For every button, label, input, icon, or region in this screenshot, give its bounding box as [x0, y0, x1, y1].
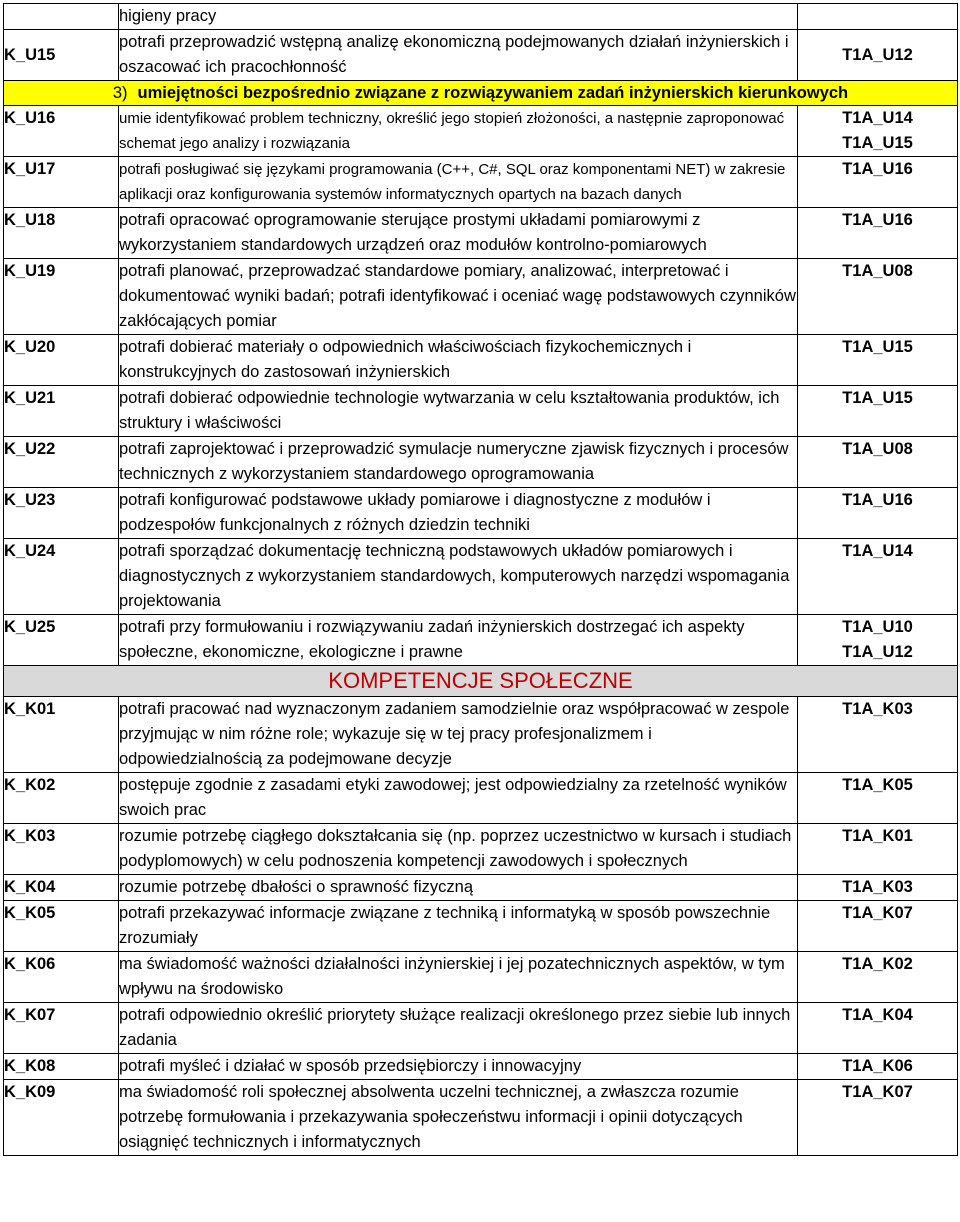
reference-code: T1A_U08 [842, 262, 913, 280]
outcome-description: umie identyfikować problem techniczny, określić jego stopień złożoności, a następnie zaproponować schemat jego analizy i rozwiązania [119, 106, 798, 157]
outcome-reference [798, 386, 958, 437]
table-row [4, 615, 958, 666]
outcome-code: K_U17 [4, 157, 119, 208]
table-row [4, 437, 958, 488]
outcome-reference [798, 259, 958, 335]
outcome-code: K_K09 [4, 1080, 119, 1156]
outcome-reference [798, 1054, 958, 1080]
outcome-code: K_K02 [4, 773, 119, 824]
outcome-code: K_U25 [4, 615, 119, 666]
outcome-description: potrafi przy formułowaniu i rozwiązywaniu zadań inżynierskich dostrzegać ich aspekty społeczne, ekonomiczne, ekologiczne i prawne [119, 615, 798, 666]
outcome-code: K_K08 [4, 1054, 119, 1080]
outcome-reference [798, 157, 958, 208]
section-number: 3) [112, 84, 128, 102]
outcome-reference [798, 901, 958, 952]
outcome-description: potrafi opracować oprogramowanie sterujące prostymi układami pomiarowymi z wykorzystaniem standardowych urządzeń oraz modułów kontrolno-pomiarowych [119, 208, 798, 259]
table-row [4, 259, 958, 335]
table-row [4, 901, 958, 952]
reference-code: T1A_K05 [842, 776, 913, 794]
outcome-description: potrafi pracować nad wyznaczonym zadaniem samodzielnie oraz współpracować w zespole przyjmując w nim różne role; wykazuje się w tej pracy profesjonalizmem i odpowiedzialnością za podejmowane decyzje [119, 697, 798, 773]
reference-code: T1A_K07 [842, 904, 913, 922]
outcome-code: K_U21 [4, 386, 119, 437]
table-row [4, 952, 958, 1003]
outcome-reference [798, 539, 958, 615]
outcome-code: K_U23 [4, 488, 119, 539]
table-row [4, 488, 958, 539]
reference-code: T1A_U15 [842, 389, 913, 407]
outcome-description: potrafi dobierać odpowiednie technologie wytwarzania w celu kształtowania produktów, ich struktury i właściwości [119, 386, 798, 437]
table-row [4, 335, 958, 386]
section-title: umiejętności bezpośrednio związane z rozwiązywaniem zadań inżynierskich kierunkowych [137, 84, 849, 102]
outcome-description: potrafi dobierać materiały o odpowiednich właściwościach fizykochemicznych i konstrukcyjnych do zastosowań inżynierskich [119, 335, 798, 386]
reference-code: T1A_U16 [842, 211, 913, 229]
outcome-description: ma świadomość roli społecznej absolwenta uczelni technicznej, a zwłaszcza rozumie potrzebę formułowania i przekazywania społeczeństwu informacji i opinii dotyczących osiągnięć technicznych i informatycznych [119, 1080, 798, 1156]
section-heading [4, 81, 958, 106]
outcome-reference [798, 1080, 958, 1156]
outcome-code: K_U24 [4, 539, 119, 615]
outcome-reference [798, 773, 958, 824]
outcome-reference [798, 1003, 958, 1054]
outcome-reference [798, 30, 958, 81]
learning-outcomes-table [3, 3, 958, 1156]
reference-code: T1A_K07 [842, 1083, 913, 1101]
table-row [4, 208, 958, 259]
outcome-reference [798, 335, 958, 386]
section-heading-row [4, 81, 958, 106]
outcome-reference [798, 106, 958, 157]
table-row [4, 875, 958, 901]
outcome-code: K_U18 [4, 208, 119, 259]
outcome-reference [798, 615, 958, 666]
competences-section [4, 697, 958, 1156]
competence-heading: KOMPETENCJE SPOŁECZNE [4, 666, 958, 697]
outcome-code: K_K07 [4, 1003, 119, 1054]
outcome-description: potrafi myśleć i działać w sposób przedsiębiorczy i innowacyjny [119, 1054, 798, 1080]
outcome-description: potrafi zaprojektować i przeprowadzić symulacje numeryczne zjawisk fizycznych i procesów technicznych z wykorzystaniem standardowego oprogramowania [119, 437, 798, 488]
outcome-reference [798, 208, 958, 259]
outcome-reference [798, 437, 958, 488]
table-row [4, 773, 958, 824]
reference-code: T1A_U16 [842, 160, 913, 178]
outcome-reference [798, 824, 958, 875]
outcome-code: K_U20 [4, 335, 119, 386]
reference-code: T1A_U10 [842, 618, 913, 636]
table-row [4, 824, 958, 875]
reference-code: T1A_U14 [842, 109, 913, 127]
table-row [4, 30, 958, 81]
reference-code: T1A_U16 [842, 491, 913, 509]
outcome-reference [798, 697, 958, 773]
outcome-description: rozumie potrzebę dbałości o sprawność fizyczną [119, 875, 798, 901]
section-heading-row [4, 666, 958, 697]
outcome-description: potrafi sporządzać dokumentację techniczną podstawowych układów pomiarowych i diagnostycznych z wykorzystaniem standardowych, komputerowych narzędzi wspomagania projektowania [119, 539, 798, 615]
outcome-description: higieny pracy [119, 4, 798, 30]
reference-code: T1A_K06 [842, 1057, 913, 1075]
outcome-description: potrafi posługiwać się językami programowania (C++, C#, SQL oraz komponentami NET) w zakresie aplikacji oraz konfigurowania systemów informatycznych opartych na bazach danych [119, 157, 798, 208]
table-row [4, 539, 958, 615]
outcome-reference [798, 875, 958, 901]
outcome-description: potrafi odpowiednio określić priorytety służące realizacji określonego przez siebie lub innych zadania [119, 1003, 798, 1054]
reference-code: T1A_U14 [842, 542, 913, 560]
table-row [4, 386, 958, 437]
outcome-reference [798, 952, 958, 1003]
reference-code: T1A_K03 [842, 700, 913, 718]
outcome-code: K_U15 [4, 30, 119, 81]
outcome-code: K_U22 [4, 437, 119, 488]
reference-code: T1A_K01 [842, 827, 913, 845]
outcome-code: K_K03 [4, 824, 119, 875]
table-row [4, 1080, 958, 1156]
outcome-description: rozumie potrzebę ciągłego dokształcania się (np. poprzez uczestnictwo w kursach i studiach podyplomowych) w celu podnoszenia kompetencji zawodowych i społecznych [119, 824, 798, 875]
outcome-code: K_U16 [4, 106, 119, 157]
table-row [4, 106, 958, 157]
outcome-reference [798, 4, 958, 30]
reference-code: T1A_K04 [842, 1006, 913, 1024]
reference-code: T1A_U12 [842, 643, 913, 661]
table-row [4, 697, 958, 773]
reference-code: T1A_U08 [842, 440, 913, 458]
reference-code: T1A_U15 [842, 338, 913, 356]
outcome-code [4, 4, 119, 30]
reference-code: T1A_U15 [842, 134, 913, 152]
table-row [4, 1054, 958, 1080]
outcome-code: K_K04 [4, 875, 119, 901]
skills-section [4, 106, 958, 666]
reference-code: T1A_U12 [842, 45, 913, 64]
table-row [4, 1003, 958, 1054]
table-row [4, 4, 958, 30]
reference-code: T1A_K03 [842, 878, 913, 896]
outcome-code: K_K06 [4, 952, 119, 1003]
outcome-description: potrafi przeprowadzić wstępną analizę ekonomiczną podejmowanych działań inżynierskich i oszacować ich pracochłonność [119, 30, 798, 81]
outcome-description: potrafi przekazywać informacje związane z techniką i informatyką w sposób powszechnie zrozumiały [119, 901, 798, 952]
outcome-reference [798, 488, 958, 539]
outcome-code: K_U19 [4, 259, 119, 335]
outcome-description: potrafi konfigurować podstawowe układy pomiarowe i diagnostyczne z modułów i podzespołów funkcjonalnych z różnych dziedzin techniki [119, 488, 798, 539]
table-row [4, 157, 958, 208]
outcome-description: potrafi planować, przeprowadzać standardowe pomiary, analizować, interpretować i dokumentować wyniki badań; potrafi identyfikować i oceniać wagę podstawowych czynników zakłócających pomiar [119, 259, 798, 335]
outcome-code: K_K05 [4, 901, 119, 952]
outcome-description: postępuje zgodnie z zasadami etyki zawodowej; jest odpowiedzialny za rzetelność wyników swoich prac [119, 773, 798, 824]
outcome-code: K_K01 [4, 697, 119, 773]
reference-code: T1A_K02 [842, 955, 913, 973]
outcome-description: ma świadomość ważności działalności inżynierskiej i jej pozatechnicznych aspektów, w tym wpływu na środowisko [119, 952, 798, 1003]
